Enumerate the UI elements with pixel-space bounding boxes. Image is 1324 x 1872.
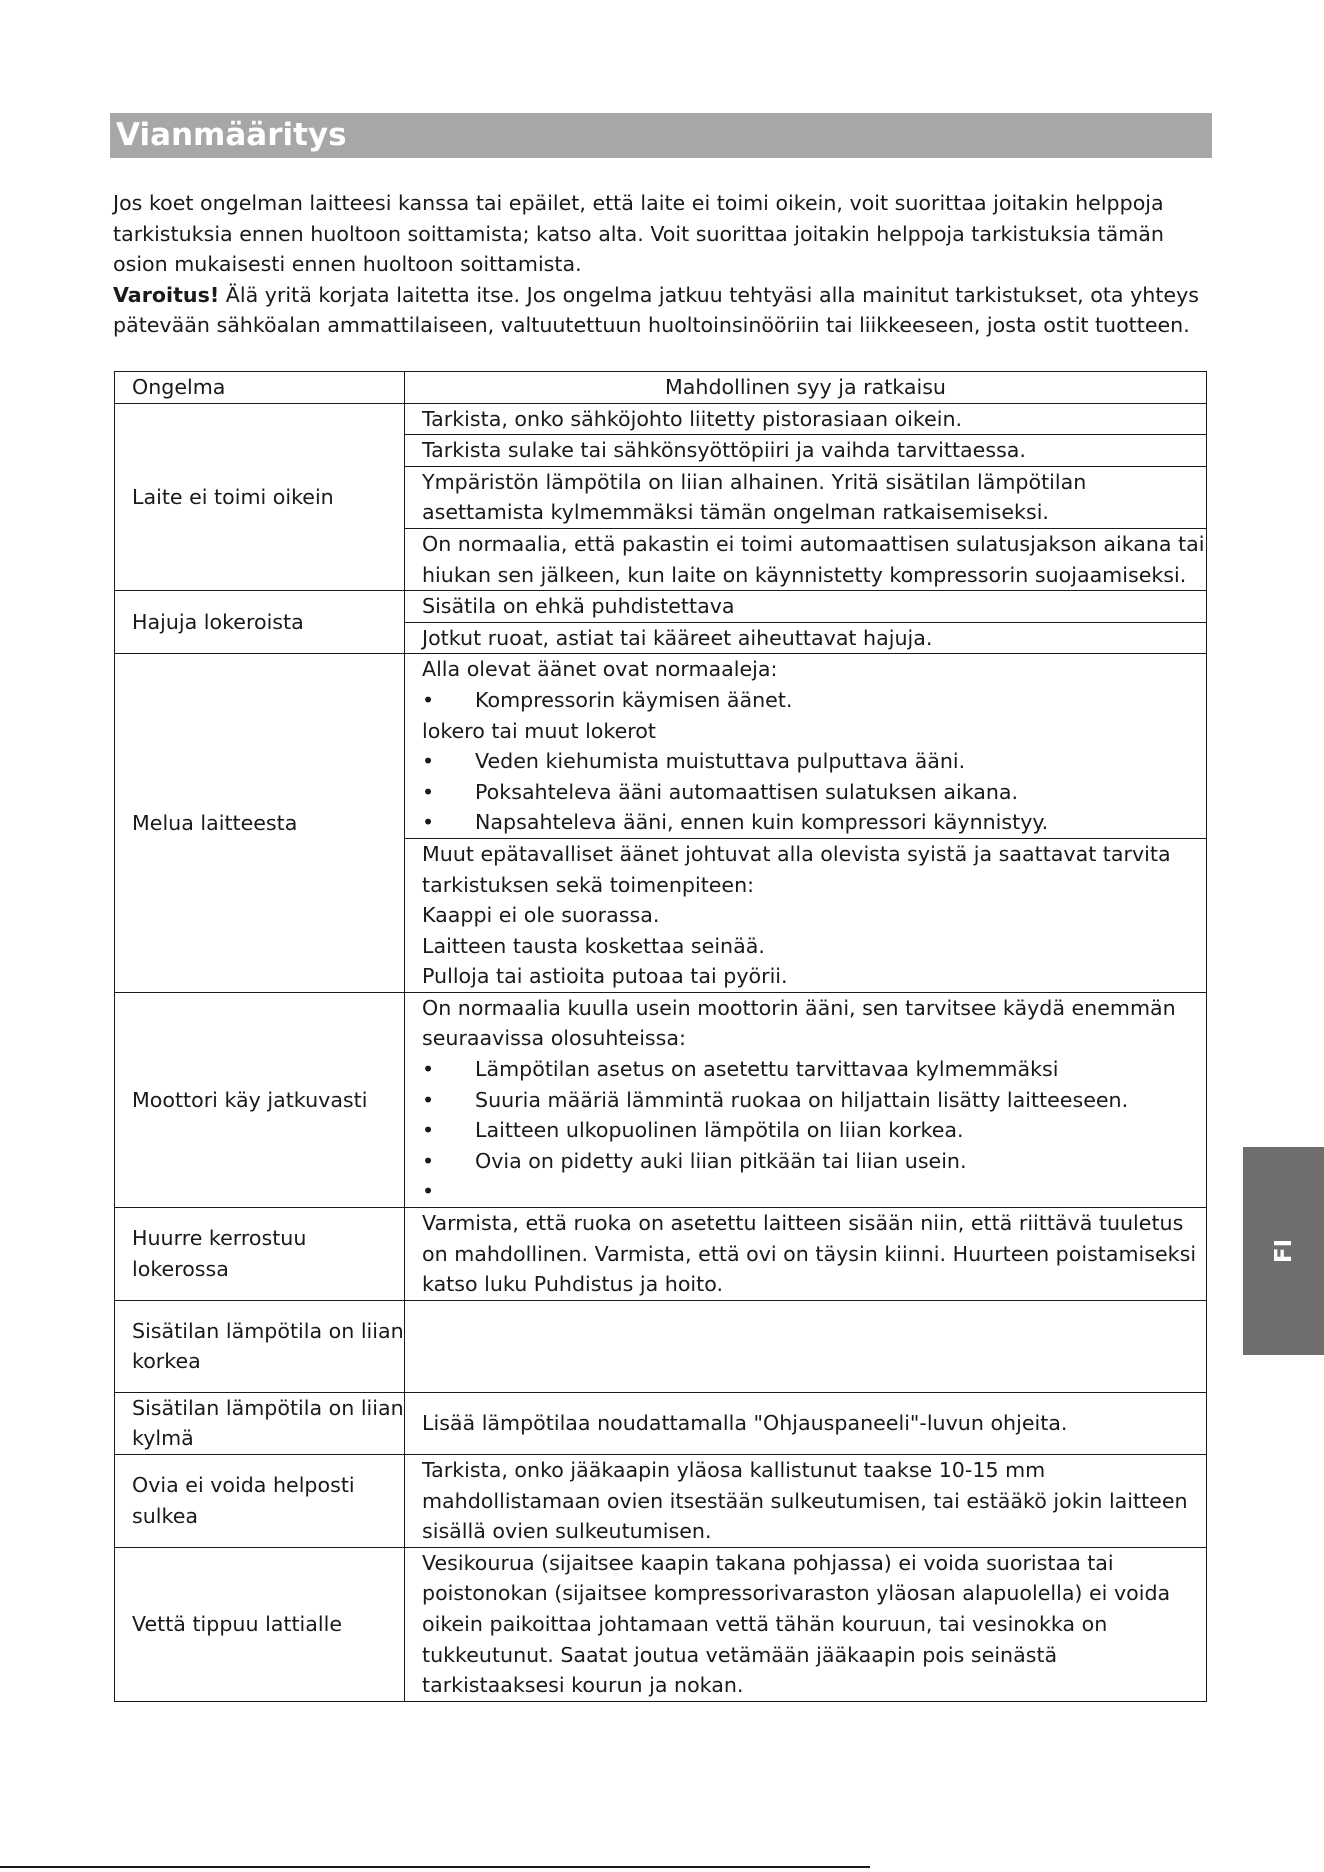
problem-cell: Moottori käy jatkuvasti — [115, 992, 405, 1207]
intro-section — [113, 188, 1213, 341]
solution-cell — [405, 403, 1207, 435]
warning-text: Älä yritä korjata laitetta itse. Jos ongelma jatkuu tehtyäsi alla mainitut tarkistukset, ota yhteys pätevään sähköalan ammattilaiseen, valtuutettuun huoltoinsinööriin tai liikkeeseen, josta ostit tuotteen. — [113, 282, 1199, 337]
solution-cell — [405, 838, 1207, 992]
solution-text: Sisätila on ehkä puhdistettava — [422, 594, 735, 619]
table-row — [115, 403, 1207, 435]
bullet-item: • Laitteen ulkopuolinen lämpötila on liian korkea. — [422, 1115, 1206, 1146]
bullet-item: • Poksahteleva ääni automaattisen sulatuksen aikana. — [422, 777, 1206, 808]
table-row — [115, 1455, 1207, 1548]
problem-cell: Sisätilan lämpötila on liian korkea — [115, 1300, 405, 1392]
header-problem: Ongelma — [115, 372, 405, 404]
solution-cell — [405, 1455, 1207, 1548]
bullet-item: • Veden kiehumista muistuttava pulputtava ääni. — [422, 746, 1206, 777]
problem-cell: Sisätilan lämpötila on liian kylmä — [115, 1392, 405, 1454]
table-row — [115, 1392, 1207, 1454]
solution-text: Varmista, että ruoka on asetettu laitteen sisään niin, että riittävä tuuletus on mahdollinen. Varmista, että ovi on täysin kiinni. Huurteen poistamiseksi katso luku Puhdistus ja hoito. — [422, 1211, 1197, 1297]
solution-text: Jotkut ruoat, astiat tai kääreet aiheuttavat hajuja. — [422, 625, 933, 650]
bullet-item: • Ovia on pidetty auki liian pitkään tai liian usein. — [422, 1146, 1206, 1177]
bullet-item: • Suuria määriä lämmintä ruokaa on hiljattain lisätty laitteeseen. — [422, 1085, 1206, 1116]
language-tab — [1243, 1147, 1324, 1355]
solution-text: Vesikourua (sijaitsee kaapin takana pohjassa) ei voida suoristaa tai poistonokan (sijaitsee kompressorivaraston yläosan alapuolella) ei voida oikein paikoittaa johtamaan vettä tähän kouruun, tai vesinokka on tukkeutunut. Saatat joutua vetämään jääkaapin pois seinästä tarkistaaksesi kourun ja nokan. — [422, 1550, 1171, 1698]
problem-cell: Laite ei toimi oikein — [115, 403, 405, 591]
solution-text: Lisää lämpötilaa noudattamalla "Ohjauspaneeli"-luvun ohjeita. — [422, 1411, 1068, 1436]
table-row — [115, 591, 1207, 623]
intro-paragraph: Jos koet ongelman laitteesi kanssa tai epäilet, että laite ei toimi oikein, voit suorittaa joitakin helppoja tarkistuksia ennen huoltoon soittamista; katso alta. Voit suorittaa joitakin helppoja tarkistuksia tämän osion mukaisesti ennen huoltoon soittamista. — [113, 191, 1164, 276]
solution-cell — [405, 1547, 1207, 1701]
table-row — [115, 1208, 1207, 1301]
troubleshooting-table — [114, 371, 1207, 1702]
solution-cell — [405, 622, 1207, 654]
solution-text: Pulloja tai astioita putoaa tai pyörii. — [422, 964, 788, 989]
solution-cell — [405, 435, 1207, 467]
table-row — [115, 654, 1207, 839]
table-body — [115, 403, 1207, 1701]
solution-text: Kaappi ei ole suorassa. — [422, 903, 660, 928]
bullet-item — [422, 1176, 1206, 1207]
problem-cell: Hajuja lokeroista — [115, 591, 405, 654]
solution-text: Muut epätavalliset äänet johtuvat alla olevista syistä ja saattavat tarvita tarkistuksen sekä toimenpiteen: — [422, 841, 1171, 897]
solution-cell — [405, 654, 1207, 839]
solution-cell — [405, 466, 1207, 528]
solution-text: lokero tai muut lokerot — [422, 718, 656, 743]
solution-text: Ympäristön lämpötila on liian alhainen. Yritä sisätilan lämpötilan asettamista kylmemmäksi tämän ongelman ratkaisemiseksi. — [422, 469, 1087, 525]
table-row — [115, 1300, 1207, 1392]
solution-text: Tarkista, onko jääkaapin yläosa kallistunut taakse 10-15 mm mahdollistamaan ovien itsestään sulkeutumisen, tai estääkö jokin laitteen sisällä ovien sulkeutumisen. — [422, 1458, 1188, 1544]
solution-cell — [405, 1392, 1207, 1454]
footer-divider — [0, 1866, 870, 1868]
language-tab-label: FI — [1270, 1238, 1297, 1264]
warning-label: Varoitus! — [113, 282, 220, 307]
solution-text: Laitteen tausta koskettaa seinää. — [422, 933, 765, 958]
solution-cell — [405, 591, 1207, 623]
table-header-row — [115, 372, 1207, 404]
solution-text — [422, 1331, 1206, 1362]
page-title: Vianmääritys — [110, 113, 1212, 158]
header-solution: Mahdollinen syy ja ratkaisu — [405, 372, 1207, 404]
bullet-item: • Kompressorin käymisen äänet. — [422, 685, 1206, 716]
solution-text: On normaalia kuulla usein moottorin ääni, sen tarvitsee käydä enemmän seuraavissa olosuhteissa: — [422, 995, 1176, 1051]
solution-cell — [405, 1208, 1207, 1301]
problem-cell: Ovia ei voida helposti sulkea — [115, 1455, 405, 1548]
solution-text: Tarkista, onko sähköjohto liitetty pistorasiaan oikein. — [422, 406, 963, 431]
solution-cell — [405, 1300, 1207, 1392]
bullet-item: • Napsahteleva ääni, ennen kuin kompressori käynnistyy. — [422, 807, 1206, 838]
solution-cell — [405, 528, 1207, 590]
solution-text: Tarkista sulake tai sähkönsyöttöpiiri ja vaihda tarvittaessa. — [422, 438, 1026, 463]
table-row — [115, 1547, 1207, 1701]
solution-text: On normaalia, että pakastin ei toimi automaattisen sulatusjakson aikana tai hiukan sen jälkeen, kun laite on käynnistetty kompressorin suojaamiseksi. — [422, 531, 1205, 587]
solution-cell — [405, 992, 1207, 1207]
table-row — [115, 992, 1207, 1207]
bullet-item: • Lämpötilan asetus on asetettu tarvittavaa kylmemmäksi — [422, 1054, 1206, 1085]
problem-cell: Melua laitteesta — [115, 654, 405, 993]
problem-cell: Vettä tippuu lattialle — [115, 1547, 405, 1701]
solution-text: Alla olevat äänet ovat normaaleja: — [422, 657, 778, 682]
problem-cell: Huurre kerrostuu lokerossa — [115, 1208, 405, 1301]
warning-paragraph — [113, 280, 1213, 341]
